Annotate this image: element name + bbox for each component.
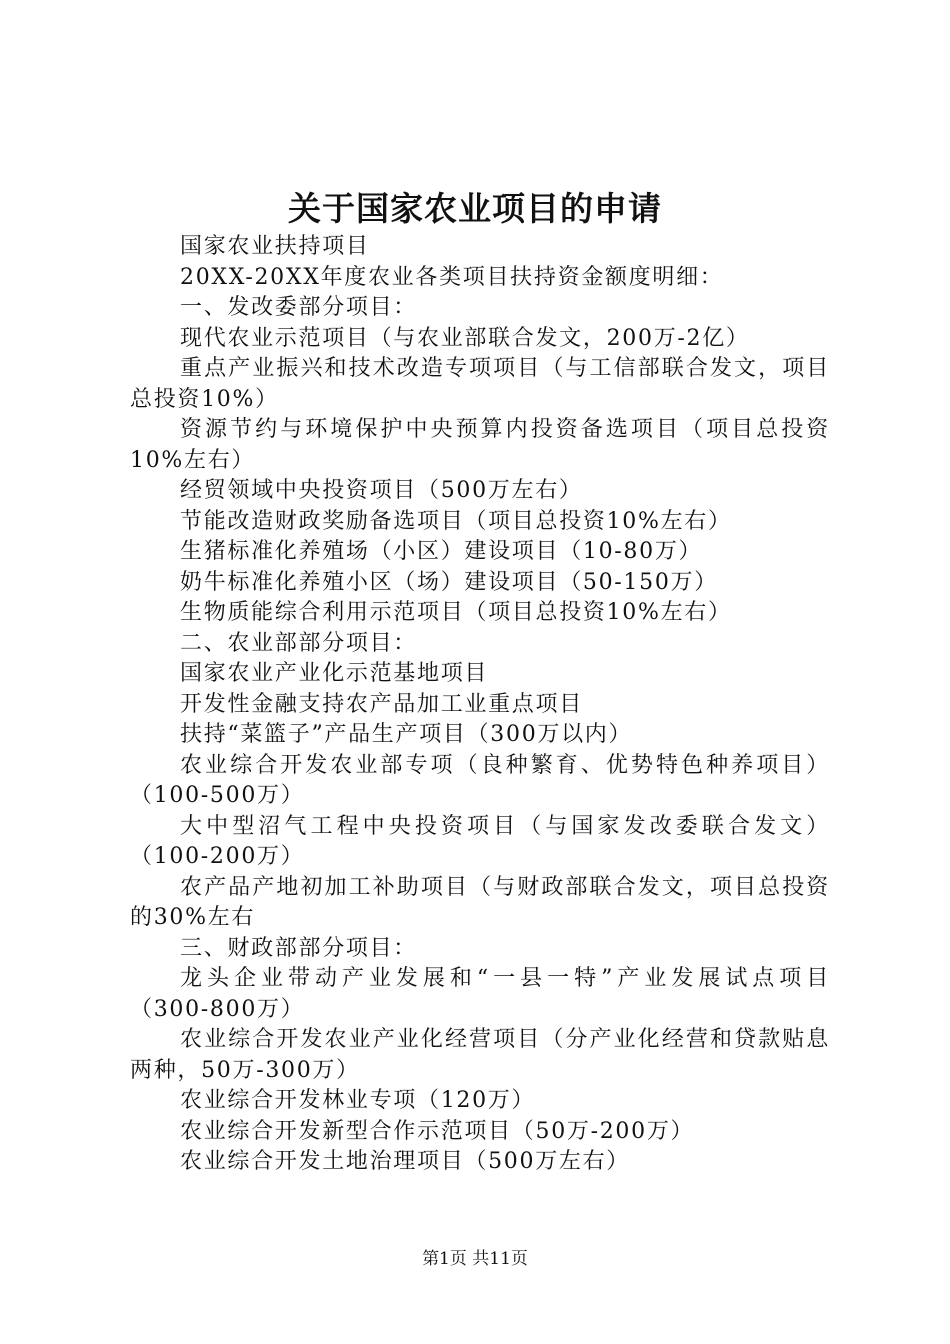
list-item: 龙头企业带动产业发展和“一县一特”产业发展试点项目（300-800万） [130,966,830,1022]
list-item: 农业综合开发林业专项（120万） [180,1088,536,1113]
list-item: 现代农业示范项目（与农业部联合发文，200万-2亿） [180,325,750,351]
list-item: 奶牛标准化养殖小区（场）建设项目（50-150万） [180,569,718,595]
list-item: 农业综合开发农业产业化经营项目（分产业化经营和贷款贴息两种，50万-300万） [130,1027,830,1083]
list-item: 生物质能综合利用示范项目（项目总投资10%左右） [180,600,732,625]
list-item: 开发性金融支持农产品加工业重点项目 [180,691,583,717]
document-body [130,232,830,1178]
list-item: 资源节约与环境保护中央预算内投资备选项目（项目总投资10%左右） [130,417,830,473]
paragraph: 20XX-20XX年度农业各类项目扶持资金额度明细： [180,264,724,290]
section-heading: 三、财政部部分项目： [180,935,418,961]
document-title: 关于国家农业项目的申请 [288,189,662,228]
list-item: 农业综合开发新型合作示范项目（50万-200万） [180,1118,695,1144]
section-heading: 一、发改委部分项目： [180,295,418,320]
list-item: 农产品产地初加工补助项目（与财政部联合发文，项目总投资的30%左右 [130,874,830,930]
list-item: 大中型沼气工程中央投资项目（与国家发改委联合发文）（100-200万） [130,813,830,869]
list-item: 扶持“菜篮子”产品生产项目（300万以内） [180,722,633,747]
list-item: 农业综合开发土地治理项目（500万左右） [180,1149,630,1174]
list-item: 生猪标准化养殖场（小区）建设项目（10-80万） [180,539,703,564]
section-heading: 二、农业部部分项目： [180,630,418,656]
list-item: 重点产业振兴和技术改造专项项目（与工信部联合发文，项目总投资10%） [130,356,830,412]
list-item: 国家农业产业化示范基地项目 [180,661,489,686]
page-number: 第1页 共11页 [422,1249,528,1269]
list-item: 农业综合开发农业部专项（良种繁育、优势特色种养项目）（100-500万） [130,752,830,808]
paragraph: 国家农业扶持项目 [180,234,370,259]
list-item: 经贸领域中央投资项目（500万左右） [180,478,583,503]
list-item: 节能改造财政奖励备选项目（项目总投资10%左右） [180,508,732,534]
